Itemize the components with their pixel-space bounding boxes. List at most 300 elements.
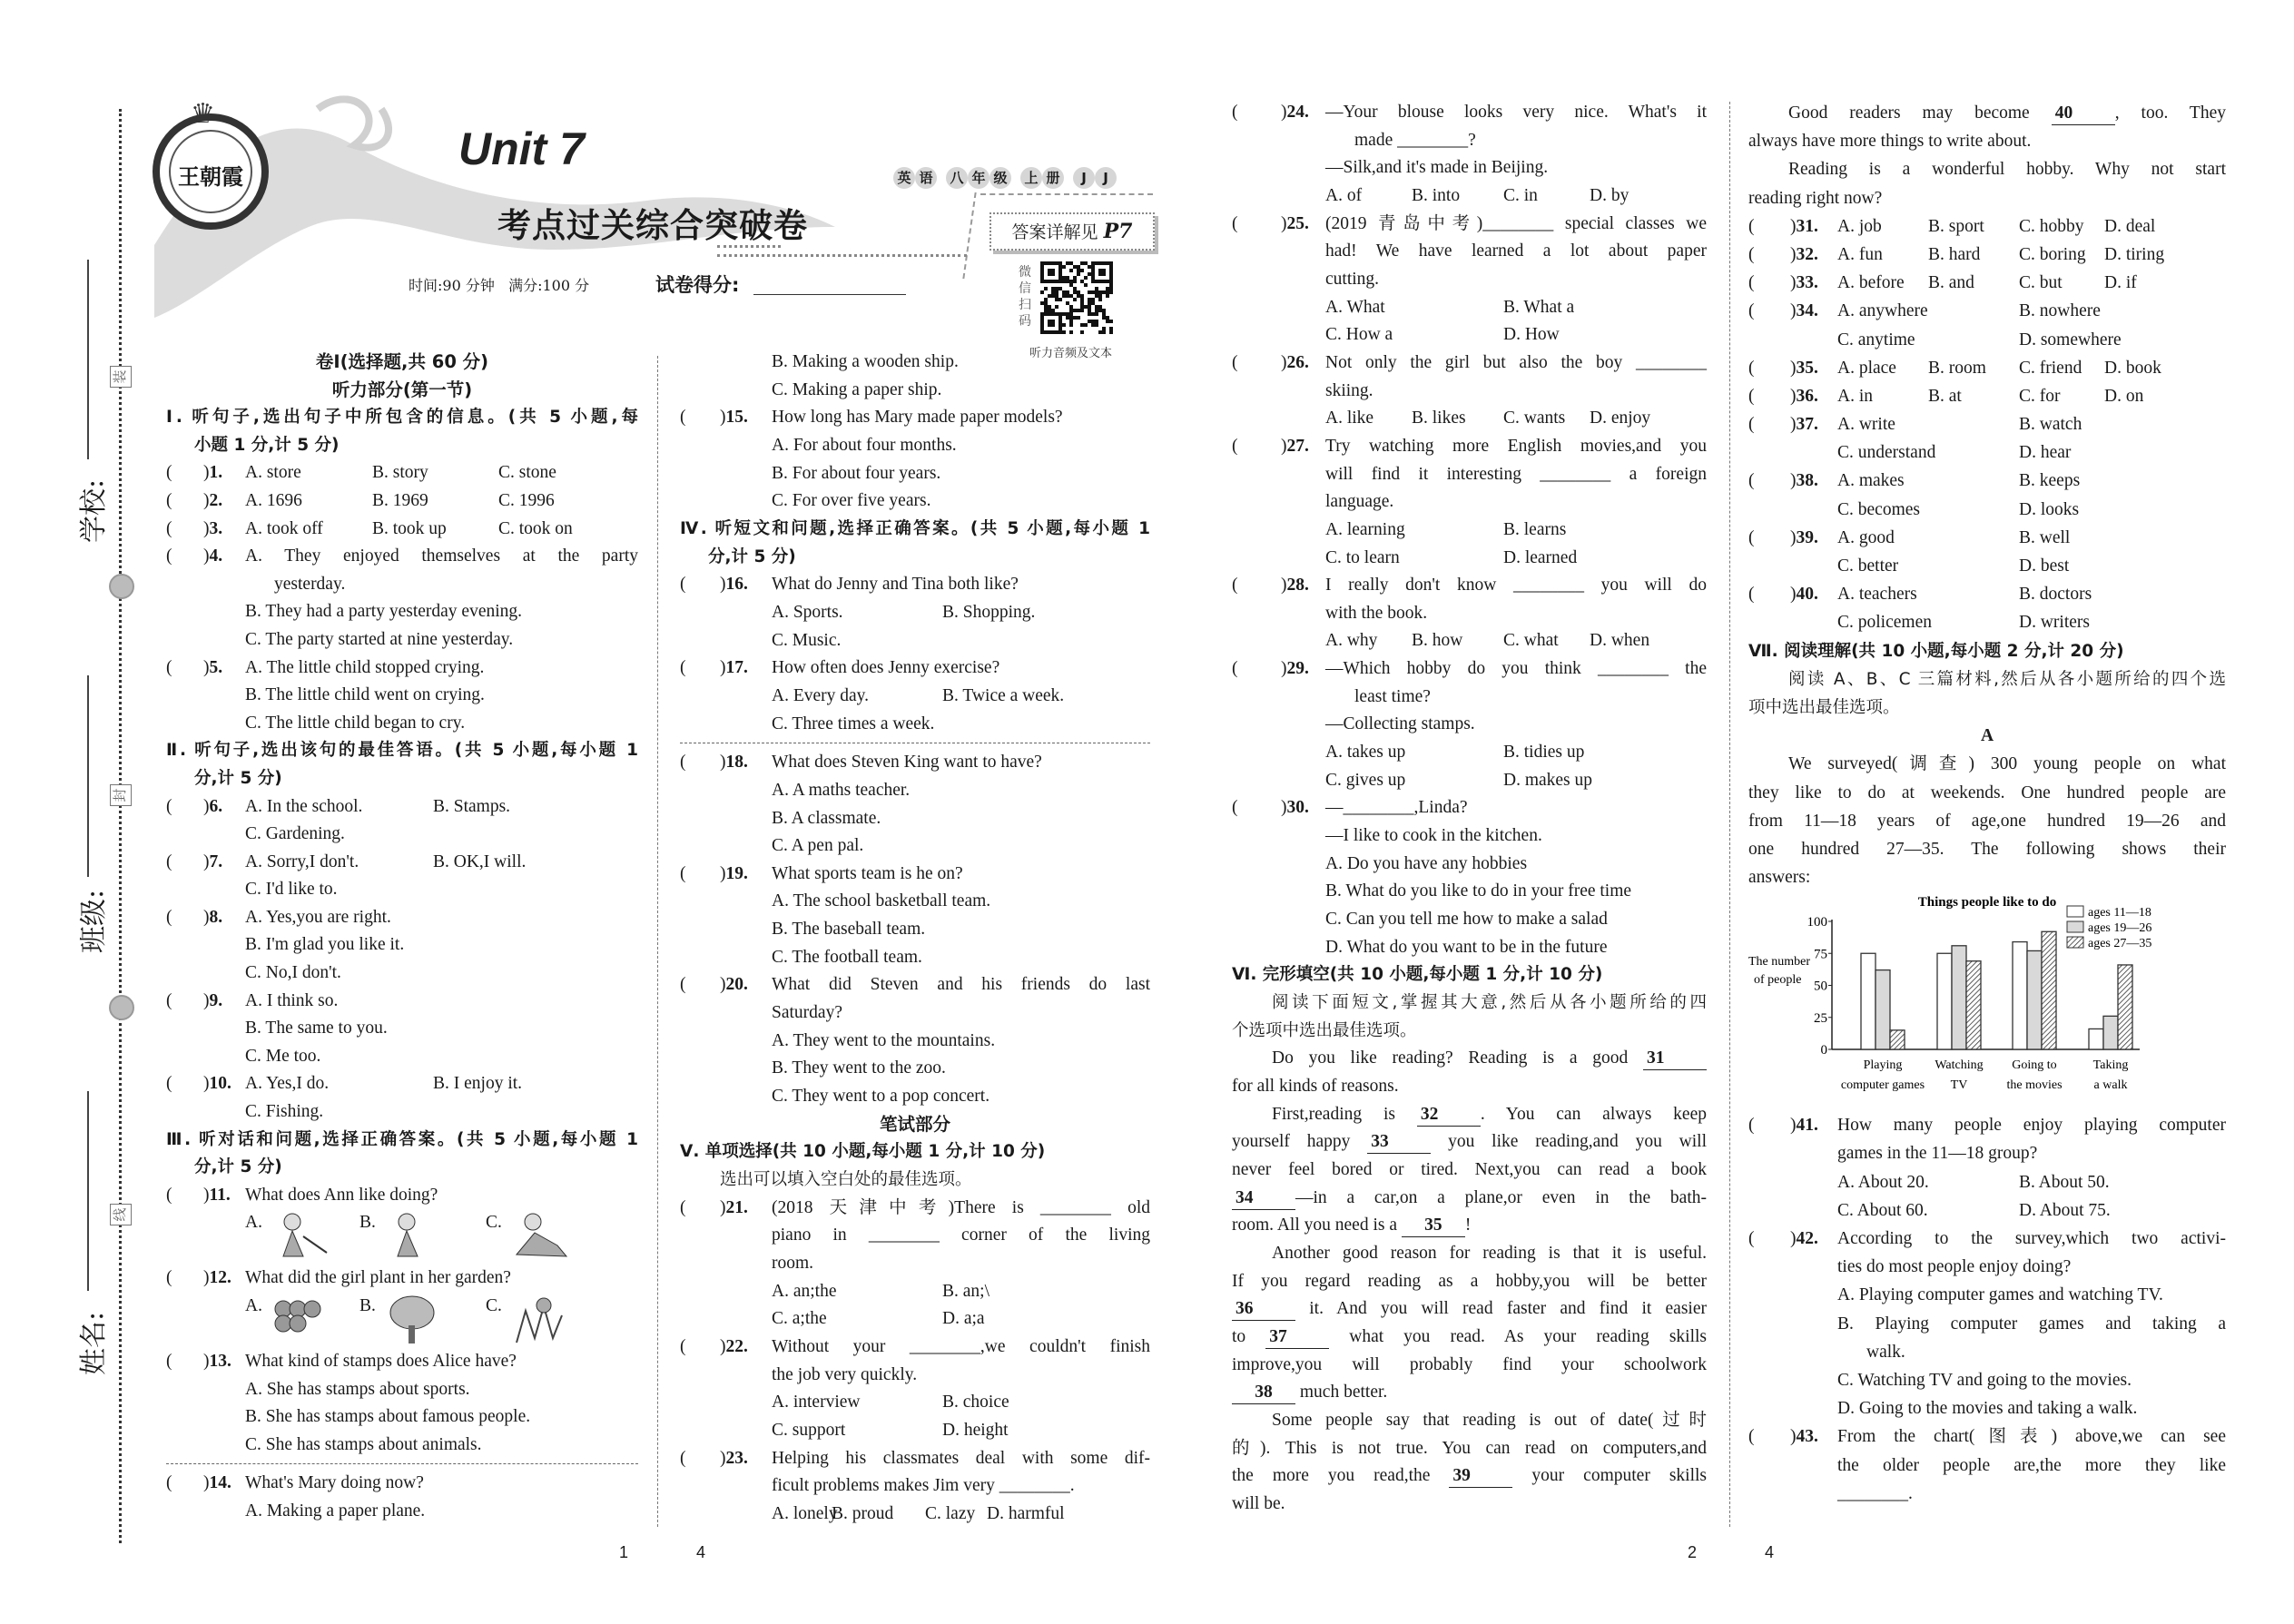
text-line xyxy=(1232,1185,1707,1213)
answer-paren[interactable]: ( xyxy=(1748,273,1755,293)
name-field[interactable] xyxy=(87,1091,89,1291)
answer-option[interactable]: C. support xyxy=(772,1420,846,1440)
answer-blank-37[interactable]: 37 xyxy=(1265,1326,1329,1349)
question-stem: What does Ann like doing? xyxy=(245,1185,438,1205)
answer-option[interactable]: A. For about four months. xyxy=(772,435,957,455)
hobby-picture-b[interactable] xyxy=(381,1209,445,1262)
answer-option[interactable]: B. 1969 xyxy=(372,490,428,510)
qr-module xyxy=(1058,316,1062,320)
question-number-text: 31. xyxy=(1796,216,1818,236)
answer-option[interactable]: C. gives up xyxy=(1325,770,1406,790)
answer-option[interactable]: C. took on xyxy=(498,518,573,538)
text-run: 的). This is not true. You can read on computers,and xyxy=(1232,1438,1707,1458)
picture-option-label[interactable]: B. xyxy=(359,1213,376,1233)
text-line xyxy=(1748,269,2226,297)
text-line xyxy=(1232,684,1707,712)
answer-option[interactable]: C. Making a paper ship. xyxy=(772,379,942,399)
question-stem-cont: skiing. xyxy=(1325,380,1373,400)
answer-option[interactable]: A. Playing computer games and watching TV. xyxy=(1837,1285,2163,1305)
answer-option[interactable]: A. The school basketball team. xyxy=(772,891,991,911)
question-number xyxy=(1790,382,1818,410)
answer-option[interactable]: B. into xyxy=(1412,185,1461,205)
answer-option[interactable]: B. Playing computer games and taking a xyxy=(1837,1314,2226,1334)
qr-module xyxy=(1109,327,1113,330)
answer-option[interactable]: C. becomes xyxy=(1837,499,1920,519)
answer-paren[interactable]: ( xyxy=(1748,1427,1755,1447)
answer-blank-32[interactable]: 32 xyxy=(1417,1104,1481,1127)
answer-option[interactable]: B. I'm glad you like it. xyxy=(245,935,405,955)
answer-option[interactable]: D. a;a xyxy=(942,1309,985,1329)
answer-option[interactable]: A. learning xyxy=(1325,519,1405,539)
answer-option[interactable]: A. why xyxy=(1325,631,1378,651)
answer-option[interactable]: D. How xyxy=(1503,325,1560,345)
answer-paren[interactable]: ( xyxy=(166,907,172,927)
answer-option[interactable]: C. in xyxy=(1503,185,1538,205)
text-line xyxy=(166,988,638,1016)
answer-option[interactable]: D. by xyxy=(1590,185,1629,205)
answer-option[interactable]: C. The football team. xyxy=(772,947,922,967)
answer-option[interactable]: A. Yes,you are right. xyxy=(245,907,391,927)
answer-paren[interactable]: ( xyxy=(680,1336,686,1356)
answer-paren[interactable]: ( xyxy=(166,518,172,538)
question-number xyxy=(720,1445,748,1473)
answer-option[interactable]: D. What do you want to be in the future xyxy=(1325,937,1608,957)
qr-module xyxy=(1080,305,1084,309)
paren-close: ) xyxy=(203,463,210,483)
answer-paren[interactable]: ( xyxy=(1232,798,1238,818)
passage-line xyxy=(1748,750,2226,778)
answer-option[interactable]: B. The same to you. xyxy=(245,1019,388,1038)
answer-blank-34[interactable]: 34 xyxy=(1232,1187,1295,1210)
text-line xyxy=(1232,1491,1707,1519)
answer-option[interactable]: C. better xyxy=(1837,556,1899,576)
text-line xyxy=(1748,1253,2226,1281)
answer-option[interactable]: D. writers xyxy=(2019,613,2090,633)
question-number xyxy=(1281,99,1309,127)
text-line xyxy=(680,1250,1150,1278)
answer-paren[interactable]: ( xyxy=(1748,471,1755,491)
answer-option[interactable]: A. takes up xyxy=(1325,743,1406,763)
chart-title: Things people like to do xyxy=(1917,895,2057,910)
answer-option[interactable]: A. 1696 xyxy=(245,490,302,510)
qr-module xyxy=(1102,261,1106,265)
text-line xyxy=(680,1417,1150,1445)
answer-option[interactable]: A. In the school. xyxy=(245,796,363,816)
answer-option[interactable]: C. I'd like to. xyxy=(245,880,338,900)
answer-blank-35[interactable]: 35 xyxy=(1402,1215,1465,1237)
qr-module xyxy=(1098,280,1102,283)
answer-option[interactable]: B. an;\ xyxy=(942,1281,989,1301)
answer-paren[interactable]: ( xyxy=(166,990,172,1010)
answer-option[interactable]: A. interview xyxy=(772,1393,861,1412)
answer-paren[interactable]: ( xyxy=(680,1448,686,1468)
text-line xyxy=(680,1028,1150,1056)
answer-option[interactable]: B. What do you like to do in your free time xyxy=(1325,881,1632,901)
question-number-text: 32. xyxy=(1796,244,1818,264)
text-line xyxy=(680,888,1150,916)
answer-option[interactable]: C. Watching TV and going to the movies. xyxy=(1837,1370,2132,1390)
question-number xyxy=(1790,212,1818,241)
answer-paren[interactable]: ( xyxy=(166,851,172,871)
answer-option[interactable]: A. The little child stopped crying. xyxy=(245,657,485,677)
answer-option[interactable]: B. tidies up xyxy=(1503,743,1585,763)
answer-option[interactable]: B. doctors xyxy=(2019,585,2092,605)
text-line xyxy=(1232,1268,1707,1296)
answer-paren[interactable]: ( xyxy=(1232,352,1238,372)
answer-option[interactable]: D. harmful xyxy=(987,1503,1065,1523)
qr-module xyxy=(1040,272,1044,276)
answer-option[interactable]: A. job xyxy=(1837,216,1882,236)
answer-paren[interactable]: ( xyxy=(1748,216,1755,236)
answer-paren[interactable]: ( xyxy=(680,408,686,428)
bar-2-1 xyxy=(2027,951,2042,1050)
answer-option[interactable]: C. but xyxy=(2019,273,2063,293)
qr-code-icon[interactable] xyxy=(1040,261,1113,334)
answer-option[interactable]: D. hear xyxy=(2019,443,2072,463)
answer-option[interactable]: A. teachers xyxy=(1837,585,1917,605)
text-run: First,reading is xyxy=(1272,1104,1417,1124)
answer-paren[interactable]: ( xyxy=(1748,1116,1755,1136)
answer-paren[interactable]: ( xyxy=(1748,301,1755,321)
passage-line xyxy=(1748,863,1810,891)
answer-paren[interactable]: ( xyxy=(166,1268,172,1288)
text-line xyxy=(166,626,638,655)
answer-paren[interactable]: ( xyxy=(166,1185,172,1205)
answer-option[interactable]: B. at xyxy=(1928,386,1962,406)
answer-option[interactable]: B. About 50. xyxy=(2019,1172,2110,1192)
picture-option-label[interactable]: A. xyxy=(245,1213,262,1233)
answer-paren[interactable]: ( xyxy=(166,1352,172,1371)
answer-option[interactable]: C. The party started at nine yesterday. xyxy=(245,629,514,649)
answer-option[interactable]: B. hard xyxy=(1928,244,1981,264)
answer-option[interactable]: A. Sports. xyxy=(772,602,843,622)
answer-option[interactable]: A. I think so. xyxy=(245,990,339,1010)
answer-option[interactable]: B. The baseball team. xyxy=(772,920,926,940)
answer-option[interactable]: C. Gardening. xyxy=(245,824,345,844)
answer-option[interactable]: A. lonely xyxy=(772,1503,838,1523)
answer-option[interactable]: B. learns xyxy=(1503,519,1567,539)
plant-picture-b[interactable] xyxy=(381,1293,445,1345)
text-line xyxy=(166,1098,638,1127)
chip-char: 年 xyxy=(968,167,989,189)
answer-option[interactable]: C. anytime xyxy=(1837,330,1915,349)
answer-paren[interactable]: ( xyxy=(680,753,686,773)
qr-module xyxy=(1095,290,1098,294)
answer-option[interactable]: B. story xyxy=(372,463,428,483)
answer-option[interactable]: C. About 60. xyxy=(1837,1200,1928,1220)
text-line xyxy=(1232,739,1707,767)
text-line xyxy=(1748,524,2226,552)
answer-option[interactable]: B. They had a party yesterday evening. xyxy=(245,602,523,622)
qr-module xyxy=(1102,272,1106,276)
answer-option[interactable]: C. Three times a week. xyxy=(772,714,935,733)
answer-option[interactable]: C. understand xyxy=(1837,443,1936,463)
answer-option[interactable]: A. of xyxy=(1325,185,1363,205)
answer-paren[interactable]: ( xyxy=(1232,576,1238,595)
answer-blank-40[interactable]: 40 xyxy=(2052,103,2115,125)
question-number xyxy=(720,655,748,683)
answer-option[interactable]: C. stone xyxy=(498,463,556,483)
answer-paren[interactable]: ( xyxy=(166,657,172,677)
text-line xyxy=(166,931,638,960)
answer-option[interactable]: D. somewhere xyxy=(2019,330,2122,349)
answer-option[interactable]: D. makes up xyxy=(1503,770,1593,790)
answer-option[interactable]: A. write xyxy=(1837,415,1895,435)
question-number xyxy=(203,1182,231,1210)
answer-paren[interactable]: ( xyxy=(1232,213,1238,233)
answer-option[interactable]: B. She has stamps about famous people. xyxy=(245,1407,531,1427)
answer-paren[interactable]: ( xyxy=(680,863,686,883)
question-stem: —Your blouse looks very nice. What's it xyxy=(1325,103,1707,122)
question-stem-cont: with the book. xyxy=(1325,603,1428,623)
qr-module xyxy=(1102,280,1106,283)
answer-paren[interactable]: ( xyxy=(680,575,686,595)
answer-option[interactable]: A. good xyxy=(1837,527,1895,547)
school-field[interactable] xyxy=(87,260,89,459)
text-line xyxy=(1748,580,2226,608)
qr-module xyxy=(1044,330,1048,334)
chip-char: 八 xyxy=(946,167,968,189)
divider xyxy=(962,192,976,279)
hobby-picture-a[interactable] xyxy=(267,1209,330,1262)
answer-option[interactable]: A. What xyxy=(1325,297,1385,317)
question-number-text: 27. xyxy=(1286,436,1309,456)
answer-option[interactable]: C. Can you tell me how to make a salad xyxy=(1325,910,1608,930)
answer-option[interactable]: D. looks xyxy=(2019,499,2080,519)
text-line xyxy=(1748,1139,2226,1167)
answer-option[interactable]: A. About 20. xyxy=(1837,1172,1929,1192)
qr-module xyxy=(1066,294,1069,298)
answer-paren[interactable]: ( xyxy=(680,658,686,678)
answer-paren[interactable]: ( xyxy=(1232,103,1238,122)
answer-option[interactable]: A. fun xyxy=(1837,244,1883,264)
qr-module xyxy=(1051,309,1055,312)
text-line xyxy=(1748,212,2226,241)
answer-option[interactable]: B. likes xyxy=(1412,408,1466,428)
text-line xyxy=(680,404,1150,432)
answer-option[interactable]: B. nowhere xyxy=(2019,301,2101,321)
answer-option[interactable]: C. She has stamps about animals. xyxy=(245,1434,482,1454)
answer-option[interactable]: C. They went to a pop concert. xyxy=(772,1087,990,1107)
paren-close: ) xyxy=(203,518,210,538)
text-line xyxy=(680,1222,1150,1250)
answer-option[interactable]: A. took off xyxy=(245,518,323,538)
answer-option[interactable]: C. For over five years. xyxy=(772,491,931,511)
answer-option[interactable]: A. Sorry,I don't. xyxy=(245,851,359,871)
answer-paren[interactable]: ( xyxy=(1748,1229,1755,1248)
plant-picture-a[interactable] xyxy=(267,1293,330,1345)
answer-blank-39[interactable]: 39 xyxy=(1449,1465,1512,1488)
answer-option[interactable]: C. a;the xyxy=(772,1309,827,1329)
answer-paren[interactable]: ( xyxy=(166,1473,172,1493)
answer-option[interactable]: B. OK,I will. xyxy=(433,851,527,871)
hobby-picture-c[interactable] xyxy=(507,1209,571,1262)
answer-option[interactable]: A. before xyxy=(1837,273,1905,293)
qr-module xyxy=(1098,290,1102,294)
answer-option[interactable]: C. 1996 xyxy=(498,490,555,510)
answer-option[interactable]: C. The little child began to cry. xyxy=(245,713,466,733)
answer-option[interactable]: A. store xyxy=(245,463,301,483)
qr-module xyxy=(1109,280,1113,283)
answer-option[interactable]: A. in xyxy=(1837,386,1873,406)
answer-option[interactable]: A. A maths teacher. xyxy=(772,780,911,800)
class-field[interactable] xyxy=(87,675,89,877)
answer-blank-36[interactable]: 36 xyxy=(1232,1298,1295,1321)
passage-line xyxy=(1748,155,2226,183)
question-stem-cont: —Collecting stamps. xyxy=(1325,714,1475,734)
answer-option[interactable]: C. wants xyxy=(1503,408,1566,428)
answer-paren[interactable]: ( xyxy=(680,1197,686,1217)
answer-option[interactable]: D. on xyxy=(2104,386,2144,406)
answer-paren[interactable]: ( xyxy=(166,463,172,483)
answer-paren[interactable]: ( xyxy=(1748,527,1755,547)
answer-option[interactable]: C. lazy xyxy=(925,1503,976,1523)
answer-option[interactable]: A. makes xyxy=(1837,471,1905,491)
answer-option[interactable]: B. What a xyxy=(1503,297,1575,317)
question-number xyxy=(1281,655,1309,684)
answer-option[interactable]: D. enjoy xyxy=(1590,408,1651,428)
answer-option[interactable]: A. Do you have any hobbies xyxy=(1325,853,1528,873)
answer-option[interactable]: D. best xyxy=(2019,556,2070,576)
chip-char: 语 xyxy=(915,167,937,189)
text-line xyxy=(1232,934,1707,962)
text-line xyxy=(1748,1225,2226,1253)
flower-shape xyxy=(275,1315,291,1332)
answer-option[interactable]: B. Making a wooden ship. xyxy=(772,352,959,371)
text-run: from 11—18 years of age,one hundred 19—26 and xyxy=(1748,811,2226,831)
answer-option[interactable]: D. when xyxy=(1590,631,1650,651)
answer-paren[interactable]: ( xyxy=(1232,436,1238,456)
picture-option-label[interactable]: B. xyxy=(359,1296,376,1315)
answer-option[interactable]: C. friend xyxy=(2019,358,2082,378)
answer-option[interactable]: A. an;the xyxy=(772,1281,837,1301)
answer-option[interactable]: C. to learn xyxy=(1325,547,1400,567)
picture-option-label[interactable]: C. xyxy=(486,1213,502,1233)
answer-option[interactable]: B. sport xyxy=(1928,216,1984,236)
answer-paren[interactable]: ( xyxy=(1748,358,1755,378)
answer-option[interactable]: B. how xyxy=(1412,631,1463,651)
answer-paren[interactable]: ( xyxy=(166,546,172,566)
picture-option-label[interactable]: C. xyxy=(486,1296,502,1315)
plant-picture-c[interactable] xyxy=(507,1293,571,1345)
answer-option[interactable]: B. watch xyxy=(2019,415,2082,435)
answer-blank-38[interactable]: 38 xyxy=(1232,1382,1295,1404)
answer-paren[interactable]: ( xyxy=(1748,244,1755,264)
answer-option[interactable]: A. place xyxy=(1837,358,1896,378)
answer-option[interactable]: B. keeps xyxy=(2019,471,2081,491)
answer-option[interactable]: A. They went to the mountains. xyxy=(772,1030,996,1050)
answer-option[interactable]: D. if xyxy=(2104,273,2137,293)
answer-blank-31[interactable]: 31 xyxy=(1643,1048,1707,1070)
answer-option[interactable]: C. A pen pal. xyxy=(772,836,864,856)
text-line xyxy=(1232,127,1707,155)
answer-blank-33[interactable]: 33 xyxy=(1367,1131,1431,1154)
passage-line xyxy=(1232,1101,1707,1129)
answer-option[interactable]: A. Every day. xyxy=(772,685,870,705)
text-line xyxy=(1232,1128,1707,1156)
text-line xyxy=(166,1043,638,1071)
answer-option[interactable]: D. book xyxy=(2104,358,2161,378)
answer-option[interactable]: C. policemen xyxy=(1837,613,1932,633)
answer-option[interactable]: C. for xyxy=(2019,386,2061,406)
answer-option[interactable]: B. took up xyxy=(372,518,447,538)
answer-option[interactable]: B. A classmate. xyxy=(772,808,881,828)
score-field[interactable] xyxy=(753,294,906,295)
qr-module xyxy=(1077,290,1080,294)
answer-option[interactable]: D. tiring xyxy=(2104,244,2165,264)
answer-option[interactable]: C. Fishing. xyxy=(245,1102,324,1122)
answer-option[interactable]: C. How a xyxy=(1325,325,1393,345)
answer-option[interactable]: A. like xyxy=(1325,408,1374,428)
question-stem: Try watching more English movies,and you xyxy=(1325,436,1707,456)
answer-paren[interactable]: ( xyxy=(166,1074,172,1094)
answer-option[interactable]: B. well xyxy=(2019,527,2071,547)
answer-paren[interactable]: ( xyxy=(166,490,172,510)
answer-paren[interactable]: ( xyxy=(1748,585,1755,605)
passage-line xyxy=(1748,807,2226,835)
answer-option[interactable]: B. I enjoy it. xyxy=(433,1074,523,1094)
answer-paren[interactable]: ( xyxy=(166,796,172,816)
answer-option[interactable]: B. Shopping. xyxy=(942,602,1036,622)
answer-option[interactable]: B. The little child went on crying. xyxy=(245,685,485,705)
answer-option[interactable]: C. hobby xyxy=(2019,216,2084,236)
answer-option[interactable]: D. learned xyxy=(1503,547,1578,567)
answer-option[interactable]: C. Music. xyxy=(772,630,842,650)
answer-option[interactable]: B. room xyxy=(1928,358,1986,378)
question-stem: What sports team is he on? xyxy=(772,863,963,883)
answer-option[interactable]: B. and xyxy=(1928,273,1974,293)
answer-paren[interactable]: ( xyxy=(680,975,686,995)
answer-option[interactable]: B. They went to the zoo. xyxy=(772,1058,946,1078)
answer-option[interactable]: C. what xyxy=(1503,631,1559,651)
answer-paren[interactable]: ( xyxy=(1748,415,1755,435)
text-line xyxy=(166,904,638,932)
answer-paren[interactable]: ( xyxy=(1232,659,1238,679)
time-and-score-info: 时间:90 分钟 满分:100 分 xyxy=(409,277,590,294)
answer-paren[interactable]: ( xyxy=(1748,386,1755,406)
answer-option[interactable]: B. proud xyxy=(832,1503,894,1523)
question-number-text: 1. xyxy=(209,463,223,483)
binding-mark: 线 xyxy=(110,1204,132,1225)
bar-2-2 xyxy=(2042,932,2056,1050)
text-line xyxy=(166,1070,638,1098)
answer-option[interactable]: A. She has stamps about sports. xyxy=(245,1379,470,1399)
answer-option[interactable]: C. Me too. xyxy=(245,1046,321,1066)
picture-option-label[interactable]: A. xyxy=(245,1296,262,1315)
answer-option[interactable]: B. For about four years. xyxy=(772,463,941,483)
qr-module xyxy=(1058,261,1062,265)
answer-option[interactable]: C. boring xyxy=(2019,244,2086,264)
answer-option[interactable]: C. No,I don't. xyxy=(245,963,341,983)
answer-option[interactable]: B. Twice a week. xyxy=(942,685,1065,705)
answer-option[interactable]: D. deal xyxy=(2104,216,2156,236)
answer-option[interactable]: D. height xyxy=(942,1420,1009,1440)
answer-option[interactable]: A. Yes,I do. xyxy=(245,1074,330,1094)
tree-crown xyxy=(390,1296,434,1329)
passage-line xyxy=(1232,1407,1707,1435)
answer-option[interactable]: A. anywhere xyxy=(1837,301,1928,321)
answer-option[interactable]: B. choice xyxy=(942,1393,1009,1412)
answer-option[interactable]: D. About 75. xyxy=(2019,1200,2111,1220)
text-line xyxy=(680,1334,1150,1362)
question-stem-cont: Saturday? xyxy=(772,1003,842,1023)
answer-option[interactable]: B. Stamps. xyxy=(433,796,511,816)
text-line xyxy=(1748,1111,2226,1139)
text-line xyxy=(1232,1352,1707,1380)
question-number-text: 24. xyxy=(1286,103,1309,122)
answer-option[interactable]: D. Going to the movies and taking a walk. xyxy=(1837,1399,2138,1419)
answer-option[interactable]: A. Making a paper plane. xyxy=(245,1501,426,1521)
